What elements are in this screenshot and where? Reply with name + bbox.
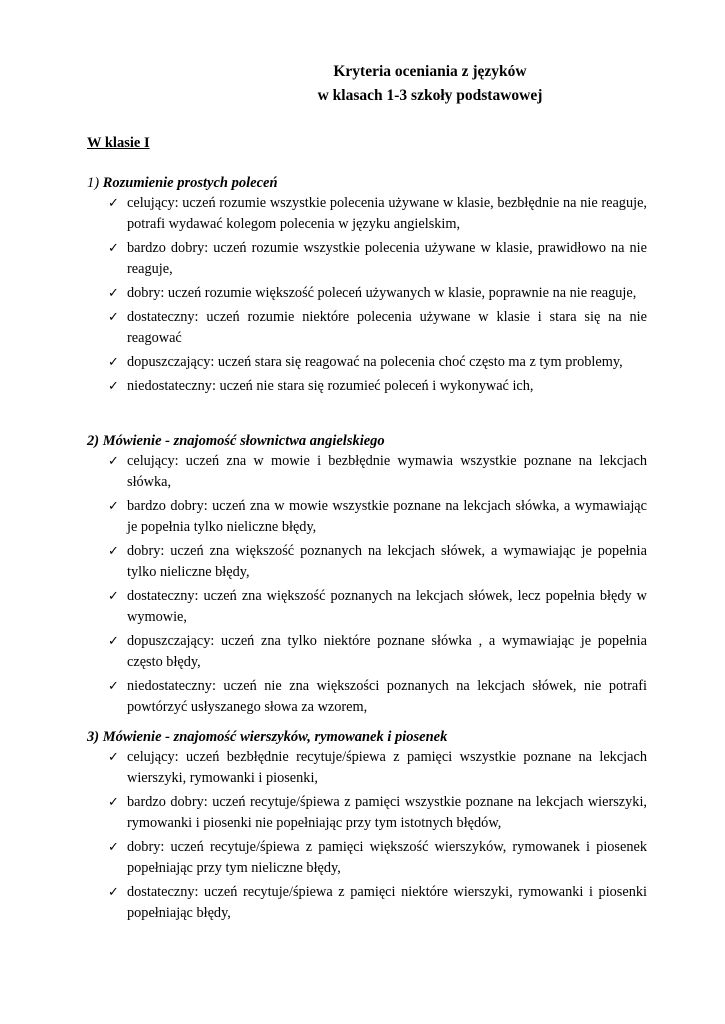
criteria-list [87,451,647,718]
list-item [87,193,647,235]
checkmark-icon: ✓ [108,679,119,694]
checkmark-icon: ✓ [108,355,119,370]
list-item [87,837,647,879]
list-item-text: dobry: uczeń rozumie większość poleceń używanych w klasie, poprawnie na nie reaguje, [127,285,637,301]
list-item [87,747,647,789]
list-item-text: celujący: uczeń zna w mowie i bezbłędnie wymawia wszystkie poznane na lekcjach słówka, [127,453,647,490]
section-title: Mówienie - znajomość słownictwa angielskiego [102,433,385,449]
checkmark-icon: ✓ [108,634,119,649]
section-title: Rozumienie prostych poleceń [102,175,278,191]
list-item-text: niedostateczny: uczeń nie stara się rozumieć poleceń i wykonywać ich, [127,378,534,394]
checkmark-icon: ✓ [108,840,119,855]
checkmark-icon: ✓ [108,379,119,394]
checkmark-icon: ✓ [108,589,119,604]
section-number: 3) [87,729,100,745]
section-2 [87,432,647,721]
section-3 [87,728,647,927]
list-item [87,586,647,628]
list-item-text: bardzo dobry: uczeń rozumie wszystkie polecenia używane w klasie, prawidłowo na nie reaguje, [127,240,647,277]
section-title: Mówienie - znajomość wierszyków, rymowanek i piosenek [102,729,448,745]
document-title-line-1: Kryteria oceniania z języków [333,63,527,80]
checkmark-icon: ✓ [108,454,119,469]
list-item [87,882,647,924]
list-item [87,676,647,718]
list-item [87,496,647,538]
list-item [87,376,647,397]
criteria-list [87,193,647,397]
list-item-text: dostateczny: uczeń rozumie niektóre polecenia używane w klasie i stara się na nie reagować [127,309,647,346]
list-item [87,283,647,304]
checkmark-icon: ✓ [108,241,119,256]
checkmark-icon: ✓ [108,286,119,301]
list-item [87,792,647,834]
list-item [87,541,647,583]
list-item-text: bardzo dobry: uczeń recytuje/śpiewa z pamięci wszystkie poznane na lekcjach wierszyki, rymowanki i piosenki nie popełniając przy tym istotnych błędów, [127,794,647,831]
class-heading: W klasie I [87,135,150,151]
checkmark-icon: ✓ [108,499,119,514]
criteria-list [87,747,647,924]
list-item-text: celujący: uczeń rozumie wszystkie polecenia używane w klasie, bezbłędnie na nie reaguje, potrafi wydawać kolegom polecenia w języku angielskim, [127,195,647,232]
checkmark-icon: ✓ [108,544,119,559]
list-item-text: bardzo dobry: uczeń zna w mowie wszystkie poznane na lekcjach słówka, a wymawiając je popełnia tylko nieliczne błędy, [127,498,647,535]
list-item [87,451,647,493]
section-heading [87,728,647,747]
list-item-text: dobry: uczeń zna większość poznanych na lekcjach słówek, a wymawiając je popełnia tylko nieliczne błędy, [127,543,647,580]
checkmark-icon: ✓ [108,310,119,325]
section-1 [87,174,647,400]
list-item-text: dostateczny: uczeń zna większość poznanych na lekcjach słówek, lecz popełnia błędy w wymowie, [127,588,647,625]
checkmark-icon: ✓ [108,795,119,810]
document-title-line-2: w klasach 1-3 szkoły podstawowej [317,87,543,104]
list-item-text: celujący: uczeń bezbłędnie recytuje/śpiewa z pamięci wszystkie poznane na lekcjach wierszyki, rymowanki i piosenki, [127,749,647,786]
list-item [87,238,647,280]
section-number: 1) [87,175,100,191]
list-item-text: dostateczny: uczeń recytuje/śpiewa z pamięci niektóre wierszyki, rymowanki i piosenki popełniając błędy, [127,884,647,921]
list-item-text: dopuszczający: uczeń stara się reagować na polecenia choć często ma z tym problemy, [127,354,623,370]
list-item [87,307,647,349]
section-heading [87,432,647,451]
checkmark-icon: ✓ [108,885,119,900]
checkmark-icon: ✓ [108,196,119,211]
list-item [87,352,647,373]
section-number: 2) [87,433,100,449]
list-item-text: dobry: uczeń recytuje/śpiewa z pamięci większość wierszyków, rymowanek i piosenek popełniając przy tym nieliczne błędy, [127,839,647,876]
checkmark-icon: ✓ [108,750,119,765]
list-item-text: dopuszczający: uczeń zna tylko niektóre poznane słówka , a wymawiając je popełnia często błędy, [127,633,647,670]
list-item-text: niedostateczny: uczeń nie zna większości poznanych na lekcjach słówek, nie potrafi powtórzyć usłyszanego słowa za wzorem, [127,678,647,715]
section-heading [87,174,647,193]
list-item [87,631,647,673]
